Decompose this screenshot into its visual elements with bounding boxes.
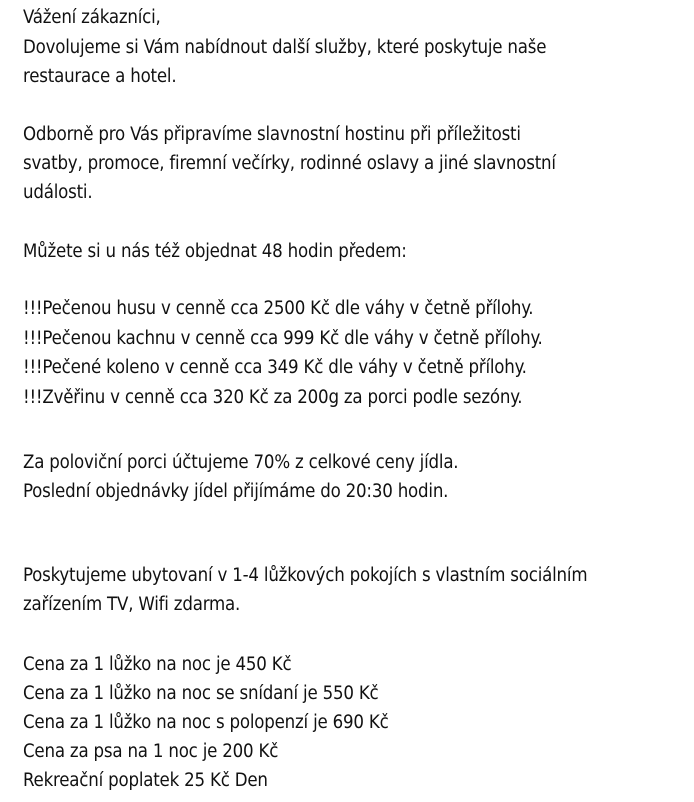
price-bed-half-board: Cena za 1 lůžko na noc s polopenzí je 690 Kč bbox=[23, 712, 389, 733]
preorder-item-goose: !!!Pečenou husu v cenně cca 2500 Kč dle váhy v četně přílohy. bbox=[23, 298, 534, 319]
preorder-heading: Můžete si u nás též objednat 48 hodin předem: bbox=[23, 241, 407, 262]
greeting: Vážení zákazníci, bbox=[23, 7, 161, 28]
accommodation-line-1: Poskytujeme ubytovaní v 1-4 lůžkových pokojích s vlastním sociálním bbox=[23, 565, 588, 586]
intro-line-2: restaurace a hotel. bbox=[23, 66, 177, 87]
banquet-line-3: události. bbox=[23, 182, 93, 203]
banquet-line-1: Odborně pro Vás připravíme slavnostní hostinu při příležitosti bbox=[23, 124, 521, 145]
price-bed: Cena za 1 lůžko na noc je 450 Kč bbox=[23, 654, 292, 675]
preorder-item-game: !!!Zvěřinu v cenně cca 320 Kč za 200g za porci podle sezóny. bbox=[23, 387, 523, 408]
preorder-item-knee: !!!Pečené koleno v cenně cca 349 Kč dle váhy v četně přílohy. bbox=[23, 357, 527, 378]
last-orders-note: Poslední objednávky jídel přijímáme do 20:30 hodin. bbox=[23, 481, 449, 502]
half-portion-note: Za poloviční porci účtujeme 70% z celkové ceny jídla. bbox=[23, 452, 459, 473]
banquet-line-2: svatby, promoce, firemní večírky, rodinné oslavy a jiné slavnostní bbox=[23, 153, 556, 174]
intro-line-1: Dovolujeme si Vám nabídnout další služby, které poskytuje naše bbox=[23, 37, 547, 58]
accommodation-line-2: zařízením TV, Wifi zdarma. bbox=[23, 594, 241, 615]
preorder-item-duck: !!!Pečenou kachnu v cenně cca 999 Kč dle váhy v četně přílohy. bbox=[23, 328, 543, 349]
price-bed-breakfast: Cena za 1 lůžko na noc se snídaní je 550 Kč bbox=[23, 683, 379, 704]
recreation-fee: Rekreační poplatek 25 Kč Den bbox=[23, 770, 268, 791]
price-dog: Cena za psa na 1 noc je 200 Kč bbox=[23, 741, 279, 762]
